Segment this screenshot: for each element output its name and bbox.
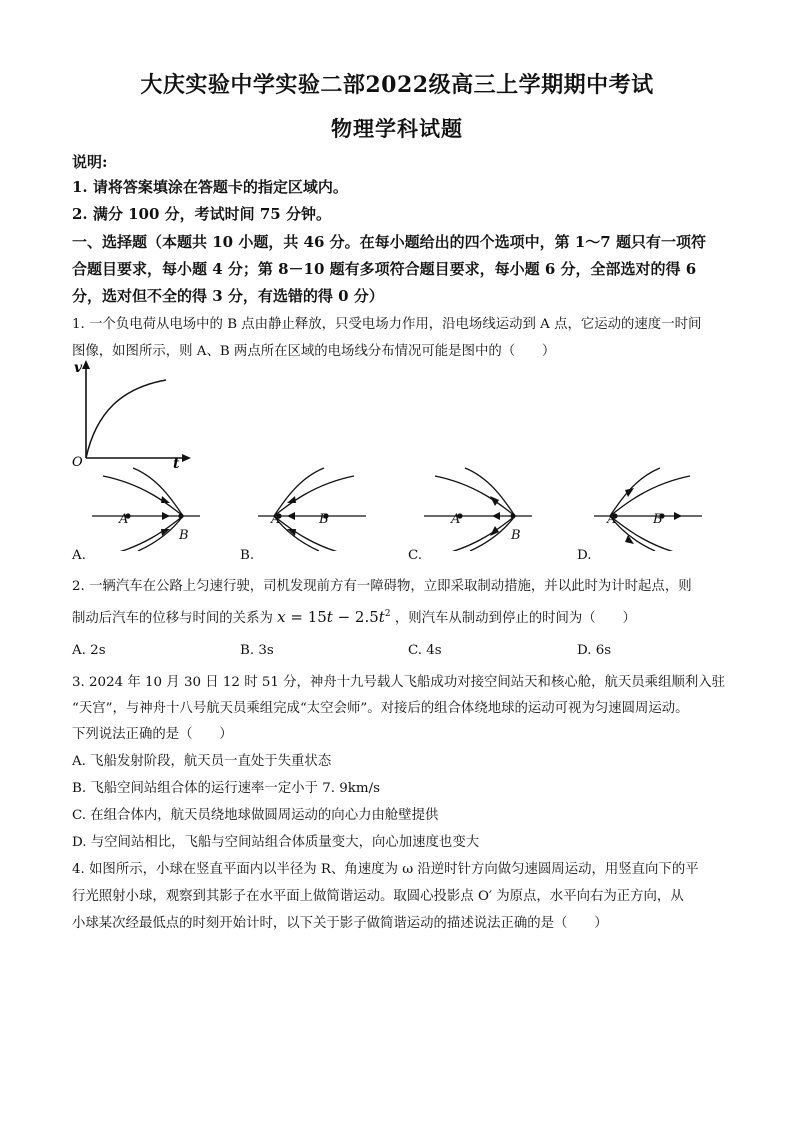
q4-stem: 行光照射小球，观察到其影子在水平面上做简谐运动。取圆心投影点 O′ 为原点，水平向右为正方向，从 bbox=[72, 889, 684, 904]
q2-stem: 2. 一辆汽车在公路上匀速行驶，司机发现前方有一障碍物，立即采取制动措施，并以此时为计时起点，则 bbox=[72, 579, 692, 594]
q1-stem: 1. 一个负电荷从电场中的 B 点由静止释放，只受电场力作用，沿电场线运动到 A 点，它运动的速度一时间 bbox=[72, 317, 702, 332]
formula-t: t bbox=[326, 608, 333, 626]
note-item: 2. 满分 100 分，考试时间 75 分钟。 bbox=[72, 205, 331, 223]
formula-eq: = 15 bbox=[285, 608, 327, 626]
notes-heading: 说明: bbox=[72, 153, 108, 171]
note-item: 1. 请将答案填涂在答题卡的指定区域内。 bbox=[72, 178, 348, 196]
q4-stem: 4. 如图所示，小球在竖直平面内以半径为 R、角速度为 ω 沿逆时针方向做匀速圆周运动，用竖直向下的平 bbox=[72, 862, 699, 877]
point-b-label: B bbox=[319, 512, 329, 527]
point-a-label: A bbox=[451, 512, 461, 527]
graph-y-label: v bbox=[74, 360, 83, 376]
q1-option-a: A. bbox=[72, 548, 86, 563]
exam-title: 大庆实验中学实验二部2022级高三上学期期中考试 bbox=[140, 72, 654, 98]
section-instructions: 合题目要求，每小题 4 分；第 8－10 题有多项符合题目要求，每小题 6 分，全部选对的得 6 bbox=[72, 260, 697, 278]
formula-exponent: 2 bbox=[384, 609, 391, 619]
velocity-time-graph bbox=[66, 358, 196, 468]
q3-option-a: A. 飞船发射阶段，航天员一直处于失重状态 bbox=[72, 754, 332, 769]
q2-formula bbox=[277, 608, 390, 626]
point-b-label: B bbox=[179, 528, 189, 543]
point-a-label: A bbox=[607, 512, 617, 527]
point-b-label: B bbox=[653, 512, 663, 527]
q2-option-a: A. 2s bbox=[72, 643, 106, 658]
point-b-label: B bbox=[511, 528, 521, 543]
formula-t: t bbox=[378, 608, 385, 626]
point-a-label: A bbox=[119, 512, 129, 527]
q1-stem: 图像，如图所示，则 A、B 两点所在区域的电场线分布情况可能是图中的（ ） bbox=[72, 344, 556, 359]
field-lines-option-d bbox=[590, 466, 705, 551]
q1-option-b: B. bbox=[240, 548, 255, 563]
q2-stem-suffix: ，则汽车从制动到停止的时间为（ ） bbox=[394, 611, 636, 626]
field-lines-option-b bbox=[254, 466, 369, 551]
formula-minus: − 2.5 bbox=[332, 608, 379, 626]
q4-stem: 小球某次经最低点的时刻开始计时，以下关于影子做简谐运动的描述说法正确的是（ ） bbox=[72, 916, 608, 931]
formula-x: x bbox=[277, 608, 286, 626]
q3-option-d: D. 与空间站相比，飞船与空间站组合体质量变大，向心加速度也变大 bbox=[72, 835, 480, 850]
q2-option-b: B. 3s bbox=[240, 643, 274, 658]
q3-option-c: C. 在组合体内，航天员绕地球做圆周运动的向心力由舱壁提供 bbox=[72, 808, 439, 823]
point-a-label: A bbox=[271, 512, 281, 527]
section-instructions: 分，选对但不全的得 3 分，有选错的得 0 分） bbox=[72, 287, 384, 305]
q1-option-c: C. bbox=[408, 548, 423, 563]
q3-stem: 3. 2024 年 10 月 30 日 12 时 51 分，神舟十九号载人飞船成功对接空间站天和核心舱，航天员乘组顺利入驻 bbox=[72, 675, 726, 690]
q2-option-c: C. 4s bbox=[408, 643, 442, 658]
graph-x-label: t bbox=[173, 456, 180, 468]
section-instructions: 一、选择题（本题共 10 小题，共 46 分。在每小题给出的四个选项中，第 1～7 题只有一项符 bbox=[72, 233, 706, 251]
q3-stem: 下列说法正确的是（ ） bbox=[72, 727, 233, 742]
q1-option-d: D. bbox=[577, 548, 592, 563]
exam-subtitle: 物理学科试题 bbox=[331, 116, 463, 141]
q3-stem: “天宫”，与神舟十八号航天员乘组完成“太空会师”。对接后的组合体绕地球的运动可视为匀速圆周运动。 bbox=[72, 701, 689, 716]
graph-origin-label: O bbox=[72, 455, 83, 468]
q2-stem-prefix: 制动后汽车的位移与时间的关系为 bbox=[72, 611, 273, 626]
q2-stem-line2 bbox=[72, 607, 636, 626]
q3-option-b: B. 飞船空间站组合体的运行速率一定小于 7. 9km/s bbox=[72, 781, 380, 796]
q2-option-d: D. 6s bbox=[577, 643, 612, 658]
